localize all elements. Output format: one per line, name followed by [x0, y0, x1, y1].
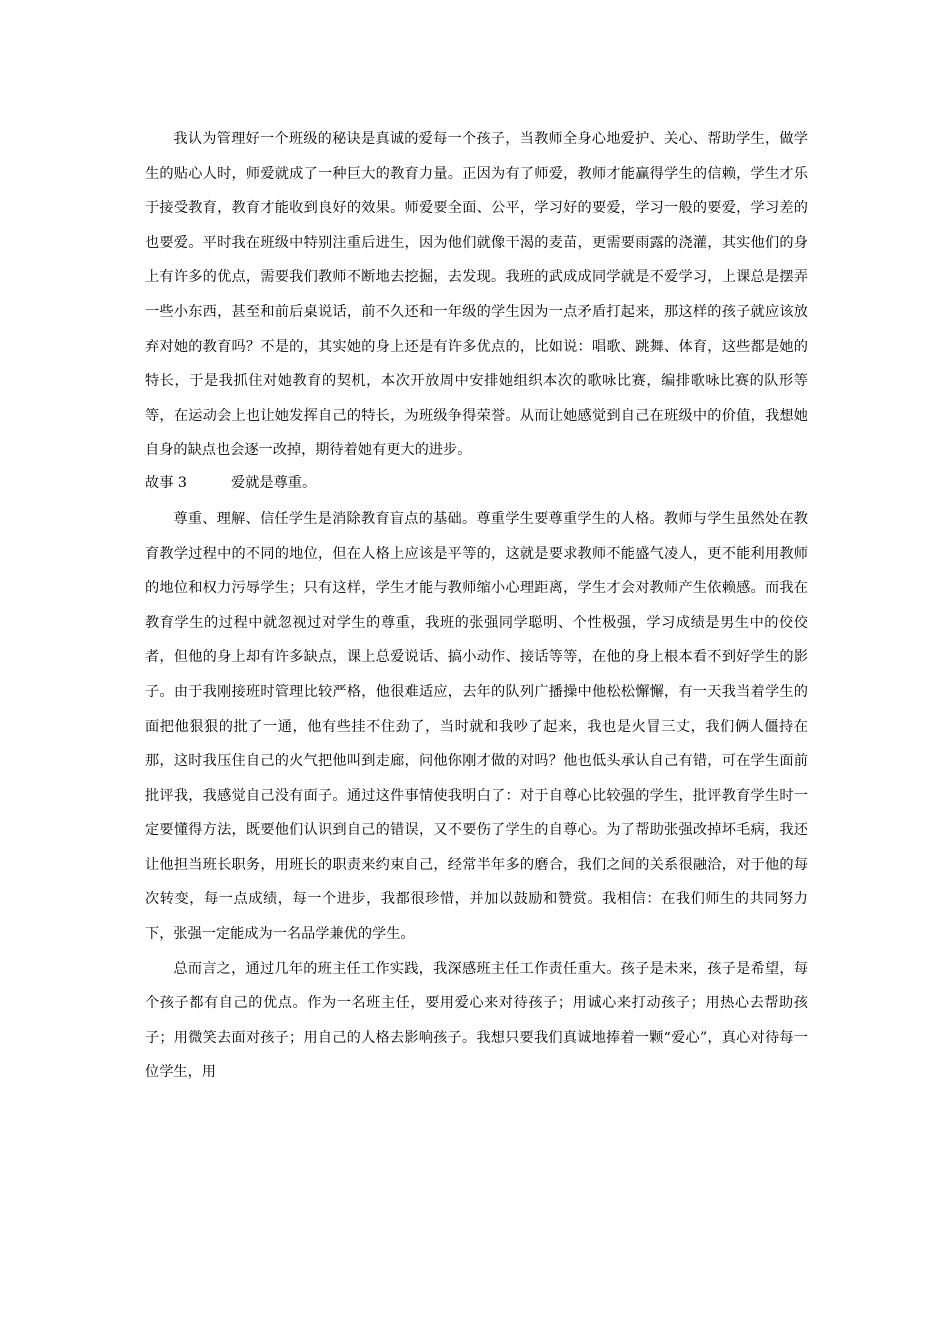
paragraph-conclusion: 总而言之，通过几年的班主任工作实践，我深感班主任工作责任重大。孩子是未来，孩子是希望，每个孩子都有自己的优点。作为一名班主任，要用爱心来对待孩子；用诚心来打动孩子；用热心去帮助孩子；用微笑去面对孩子；用自己的人格去影响孩子。我想只要我们真诚地捧着一颗“爱心”，真心对待每一位学生，用 [145, 960, 808, 1081]
paragraph-love-every-child: 我认为管理好一个班级的秘诀是真诚的爱每一个孩子，当教师全身心地爱护、关心、帮助学生，做学生的贴心人时，师爱就成了一种巨大的教育力量。正因为有了师爱，教师才能赢得学生的信赖，学生才乐于接受教育，教育才能收到良好的效果。师爱要全面、公平，学习好的要爱，学习一般的要爱，学习差的也要爱。平时我在班级中特别注重后进生，因为他们就像干渴的麦苗，更需要雨露的浇灌，其实他们的身上有许多的优点，需要我们教师不断地去挖掘，去发现。我班的武成成同学就是不爱学习，上课总是摆弄一些小东西，甚至和前后桌说话，前不久还和一年级的学生因为一点矛盾打起来，那这样的孩子就应该放弃对她的教育吗？不是的，其实她的身上还是有许多优点的，比如说：唱歌、跳舞、体育，这些都是她的特长，于是我抓住对她教育的契机，本次开放周中安排她组织本次的歌咏比赛，编排歌咏比赛的队形等等，在运动会上也让她发挥自己的特长，为班级争得荣誉。从而让她感觉到自己在班级中的价值，我想她自身的缺点也会逐一改掉，期待着她有更大的进步。 [145, 131, 808, 459]
story-title: 爱就是尊重。 [231, 474, 317, 491]
story-heading [145, 468, 808, 502]
paragraph-respect-students: 尊重、理解、信任学生是消除教育盲点的基础。尊重学生要尊重学生的人格。教师与学生虽然处在教育教学过程中的不同的地位，但在人格上应该是平等的，这就是要求教师不能盛气凌人，更不能利用教师的地位和权力污辱学生；只有这样，学生才能与教师缩小心理距离，学生才会对教师产生依赖感。而我在教育学生的过程中就忽视过对学生的尊重，我班的张强同学聪明、个性极强，学习成绩是男生中的佼佼者，但他的身上却有许多缺点，课上总爱说话、搞小动作、接话等等，在他的身上根本看不到好学生的影子。由于我刚接班时管理比较严格，他很难适应，去年的队列广播操中他松松懈懈，有一天我当着学生的面把他狠狠的批了一通，他有些挂不住劲了，当时就和我吵了起来，我也是火冒三丈，我们俩人僵持在那，这时我压住自己的火气把他叫到走廊，问他你刚才做的对吗？他也低头承认自己有错，可在学生面前批评我，我感觉自己没有面子。通过这件事情使我明白了：对于自尊心比较强的学生，批评教育学生时一定要懂得方法，既要他们认识到自己的错误，又不要伤了学生的自尊心。为了帮助张强改掉坏毛病，我还让他担当班长职务，用班长的职责来约束自己，经常半年多的磨合，我们之间的关系很融洽，对于他的每次转变，每一点成绩，每一个进步，我都很珍惜，并加以鼓励和赞赏。我相信：在我们师生的共同努力下，张强一定能成为一名品学兼优的学生。 [145, 510, 808, 943]
story-number: 故事 3 [145, 474, 187, 491]
document-body [145, 122, 808, 1090]
